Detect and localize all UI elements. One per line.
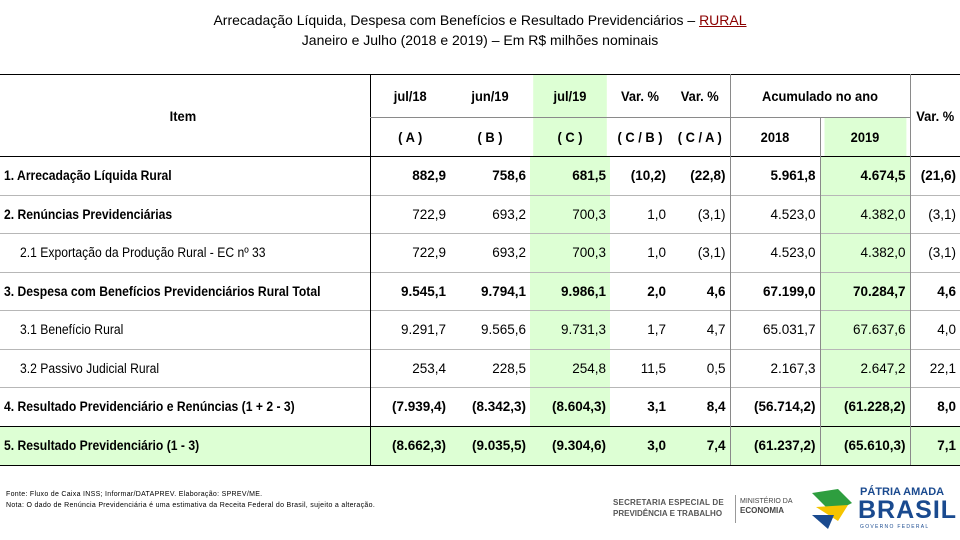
cell-c: 700,3 [530, 195, 610, 234]
footnotes [6, 489, 375, 511]
table-title [0, 11, 960, 30]
cell-c: 700,3 [530, 234, 610, 273]
cell-a: 9.291,7 [370, 311, 450, 350]
cell-2019: (65.610,3) [820, 426, 910, 465]
cell-ca: 4,6 [670, 272, 730, 311]
header-jul19: jul/19 [533, 75, 607, 118]
cell-b: 693,2 [450, 234, 530, 273]
governo-federal-text: GOVERNO FEDERAL [860, 524, 930, 530]
cell-b: (8.342,3) [450, 388, 530, 427]
cell-ca: 7,4 [670, 426, 730, 465]
cell-2019: 4.382,0 [820, 195, 910, 234]
row-label: 2.1 Exportação da Produção Rural - EC nº 33 [0, 234, 370, 273]
ministerio-line2: ECONOMIA [740, 506, 784, 515]
ministerio-line1: MINISTÉRIO DA [740, 498, 793, 505]
cell-b: 693,2 [450, 195, 530, 234]
cell-a: (8.662,3) [370, 426, 450, 465]
logo-divider [735, 495, 736, 523]
cell-cb: 1,0 [610, 195, 670, 234]
header-ca: ( C / A ) [672, 118, 727, 157]
cell-2018: 5.961,8 [730, 157, 820, 196]
cell-2019: 67.637,6 [820, 311, 910, 350]
header-acumulado: Acumulado no ano [737, 75, 903, 118]
header-a: ( A ) [373, 118, 447, 157]
row-label: 3. Despesa com Benefícios Previdenciários Rural Total [0, 272, 370, 311]
brasil-flag-icon [808, 485, 856, 533]
cell-ca: (3,1) [670, 195, 730, 234]
table-row [0, 234, 960, 273]
cell-cb: 1,7 [610, 311, 670, 350]
cell-a: 9.545,1 [370, 272, 450, 311]
cell-2018: 65.031,7 [730, 311, 820, 350]
ministerio-logo [740, 497, 810, 523]
cell-c: (9.304,6) [530, 426, 610, 465]
brasil-text: BRASIL [858, 496, 958, 524]
cell-b: 9.794,1 [450, 272, 530, 311]
cell-ca: (22,8) [670, 157, 730, 196]
cell-ca: (3,1) [670, 234, 730, 273]
cell-c: 9.986,1 [530, 272, 610, 311]
cell-2019: 70.284,7 [820, 272, 910, 311]
cell-ca: 4,7 [670, 311, 730, 350]
cell-c: 681,5 [530, 157, 610, 196]
cell-c: 254,8 [530, 349, 610, 388]
cell-b: 9.565,6 [450, 311, 530, 350]
header-item: Item [15, 75, 355, 157]
header-jul18: jul/18 [373, 75, 447, 118]
cell-2019: 4.382,0 [820, 234, 910, 273]
cell-2018: 4.523,0 [730, 195, 820, 234]
cell-2019: 2.647,2 [820, 349, 910, 388]
row-label: 3.2 Passivo Judicial Rural [0, 349, 370, 388]
table-row [0, 157, 960, 196]
cell-cb: 2,0 [610, 272, 670, 311]
table-row [0, 311, 960, 350]
cell-b: (9.035,5) [450, 426, 530, 465]
cell-2018: (61.237,2) [730, 426, 820, 465]
cell-a: 722,9 [370, 195, 450, 234]
secretaria-logo [613, 495, 733, 523]
secretaria-line2: PREVIDÊNCIA E TRABALHO [613, 509, 723, 518]
cell-var: 4,0 [910, 311, 960, 350]
cell-b: 758,6 [450, 157, 530, 196]
cell-b: 228,5 [450, 349, 530, 388]
cell-cb: 3,1 [610, 388, 670, 427]
row-label: 2. Renúncias Previdenciárias [0, 195, 370, 234]
patria-amada-text: PÁTRIA AMADA [860, 486, 945, 498]
cell-c: (8.604,3) [530, 388, 610, 427]
data-table [0, 74, 960, 466]
cell-c: 9.731,3 [530, 311, 610, 350]
table-row-highlighted [0, 426, 960, 465]
cell-a: 722,9 [370, 234, 450, 273]
cell-var: (21,6) [910, 157, 960, 196]
title-highlight: RURAL [699, 12, 747, 28]
cell-a: 882,9 [370, 157, 450, 196]
cell-a: (7.939,4) [370, 388, 450, 427]
cell-var: (3,1) [910, 234, 960, 273]
cell-ca: 8,4 [670, 388, 730, 427]
secretaria-line1: SECRETARIA ESPECIAL DE [613, 498, 724, 507]
row-label: 3.1 Benefício Rural [0, 311, 370, 350]
table-row [0, 195, 960, 234]
cell-cb: 3,0 [610, 426, 670, 465]
header-2019: 2019 [824, 118, 907, 157]
cell-2018: 2.167,3 [730, 349, 820, 388]
header-2018: 2018 [734, 118, 817, 157]
cell-var: 4,6 [910, 272, 960, 311]
table-row [0, 349, 960, 388]
cell-a: 253,4 [370, 349, 450, 388]
header-b: ( B ) [477, 129, 503, 145]
row-label: 5. Resultado Previdenciário (1 - 3) [0, 426, 370, 465]
table-subtitle: Janeiro e Julho (2018 e 2019) – Em R$ milhões nominais [301, 32, 659, 48]
header-c: ( C ) [533, 118, 607, 157]
header-var-ca: Var. % [672, 75, 727, 118]
cell-2019: 4.674,5 [820, 157, 910, 196]
header-jun19: jun/19 [453, 75, 527, 118]
brasil-logo [808, 485, 958, 535]
table-row [0, 388, 960, 427]
cell-2018: (56.714,2) [730, 388, 820, 427]
cell-cb: 1,0 [610, 234, 670, 273]
footnote-source: Fonte: Fluxo de Caixa INSS; Informar/DATAPREV. Elaboração: SPREV/ME. [6, 491, 263, 498]
cell-var: 8,0 [910, 388, 960, 427]
footnote-note: Nota: O dado de Renúncia Previdenciária é uma estimativa da Receita Federal do Brasil, sujeito a alteração. [6, 502, 376, 509]
cell-var: 22,1 [910, 349, 960, 388]
header-var-cb: Var. % [612, 75, 667, 118]
cell-2019: (61.228,2) [820, 388, 910, 427]
table-row [0, 272, 960, 311]
cell-cb: (10,2) [610, 157, 670, 196]
cell-ca: 0,5 [670, 349, 730, 388]
cell-2018: 4.523,0 [730, 234, 820, 273]
row-label: 4. Resultado Previdenciário e Renúncias (1 + 2 - 3) [0, 388, 370, 427]
header-var-acum: Var. % [912, 75, 958, 157]
title-prefix: Arrecadação Líquida, Despesa com Benefícios e Resultado Previdenciários – [213, 12, 700, 28]
cell-2018: 67.199,0 [730, 272, 820, 311]
cell-cb: 11,5 [610, 349, 670, 388]
header-cb: ( C / B ) [617, 129, 663, 145]
cell-var: (3,1) [910, 195, 960, 234]
row-label: 1. Arrecadação Líquida Rural [0, 157, 370, 196]
cell-var: 7,1 [910, 426, 960, 465]
